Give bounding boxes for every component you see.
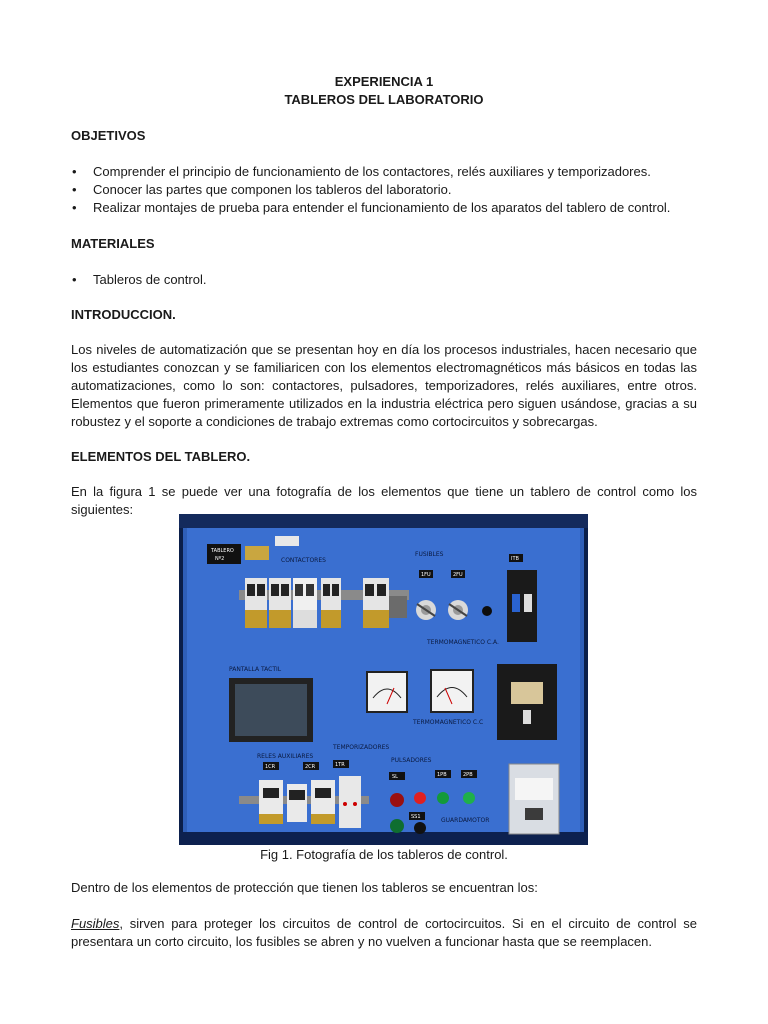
objetivo-item: • Realizar montajes de prueba para entender el funcionamiento de los aparatos del tablero de control. bbox=[71, 199, 697, 217]
pantalla-label: PANTALLA TACTIL bbox=[229, 666, 282, 673]
motor-guard bbox=[509, 764, 559, 834]
relay-unit bbox=[259, 780, 283, 824]
pilot-light-red bbox=[390, 793, 404, 807]
tag-2pb: 2PB bbox=[463, 772, 473, 778]
ammeter bbox=[431, 670, 473, 712]
figure-caption: Fig 1. Fotografía de los tableros de control. bbox=[260, 847, 508, 862]
document-page bbox=[71, 73, 697, 519]
timer-unit bbox=[339, 776, 361, 828]
heading-materiales: MATERIALES bbox=[71, 236, 155, 251]
tag-itb: ITB bbox=[511, 556, 519, 562]
tag-1pb: 1PB bbox=[437, 772, 447, 778]
voltmeter bbox=[367, 672, 407, 712]
material-item: • Tableros de control. bbox=[71, 271, 697, 289]
tag-1fu: 1FU bbox=[421, 572, 431, 578]
fuse-holder bbox=[448, 600, 468, 620]
materiales-list bbox=[71, 271, 697, 289]
title-line-2: TABLEROS DEL LABORATORIO bbox=[284, 92, 484, 107]
fusibles-paragraph bbox=[71, 915, 697, 951]
pulsadores-label: PULSADORES bbox=[391, 757, 432, 764]
temporizadores-label: TEMPORIZADORES bbox=[333, 744, 390, 751]
pushbutton-red bbox=[414, 792, 426, 804]
control-board-photo bbox=[179, 514, 588, 845]
tablero-number: Nº2 bbox=[215, 556, 225, 562]
heading-elementos: ELEMENTOS DEL TABLERO. bbox=[71, 449, 251, 464]
tag-2cr: 2CR bbox=[305, 764, 316, 770]
objetivo-item: • Conocer las partes que componen los tableros del laboratorio. bbox=[71, 181, 697, 199]
termomagnetico-cc-label: TERMOMAGNETICO C.C bbox=[413, 719, 484, 726]
relay-unit bbox=[311, 780, 335, 824]
termomagnetico-ca-label: TERMOMAGNETICO C.A. bbox=[427, 639, 499, 646]
elementos-paragraph: En la figura 1 se puede ver una fotografía de los elementos que tiene un tablero de control como los siguientes: bbox=[71, 484, 697, 517]
heading-objetivos: OBJETIVOS bbox=[71, 128, 146, 143]
objetivos-list bbox=[71, 163, 697, 217]
tag-sl: SL bbox=[392, 774, 398, 780]
contactores-label: CONTACTORES bbox=[281, 557, 326, 564]
fusibles-term: Fusibles bbox=[71, 916, 120, 931]
pushbutton-green bbox=[463, 792, 475, 804]
fusibles-label: FUSIBLES bbox=[415, 551, 444, 558]
breaker-ca bbox=[507, 570, 537, 642]
pushbutton-green bbox=[437, 792, 449, 804]
contactor-unit bbox=[321, 578, 341, 628]
fuse-holder bbox=[416, 600, 436, 620]
breaker-cc bbox=[497, 664, 557, 740]
heading-introduccion: INTRODUCCION. bbox=[71, 307, 176, 322]
guardamotor-label: GUARDAMOTOR bbox=[441, 817, 490, 824]
proteccion-intro: Dentro de los elementos de protección que tienen los tableros se encuentran los: bbox=[71, 880, 538, 895]
selector-switch bbox=[414, 822, 426, 834]
reles-label: RELES AUXILIARES bbox=[257, 753, 314, 760]
introduccion-paragraph: Los niveles de automatización que se presentan hoy en día los procesos industriales, hacen necesario que los estudiantes conozcan y se familiaricen con los elementos electromagnéticos más básicos en todas las automatizaciones, como lo son: contactores, pulsadores, temporizadores, relés auxiliares, entre otros. Elementos que fueron primeramente utilizados en la industria eléctrica pero siguen usándose, gracias a su robustez y el soporte a condiciones de trabajo extremas como cortocircuitos y sobrecargas. bbox=[71, 342, 697, 429]
tag-ss1: SS1 bbox=[411, 814, 421, 820]
tag-1cr: 1CR bbox=[265, 764, 276, 770]
tag-1tr: 1TR bbox=[335, 762, 345, 768]
contactor-unit bbox=[269, 578, 291, 628]
relay-unit bbox=[287, 784, 307, 822]
fusibles-text: , sirven para proteger los circuitos de control de cortocircuitos. Si en el circuito de control se presentara un corto circuito, los fusibles se abren y no vuelven a funcionar hasta que se reemplacen. bbox=[71, 916, 697, 949]
tag-2fu: 2FU bbox=[453, 572, 463, 578]
contactor-unit bbox=[293, 578, 317, 628]
proteccion-section bbox=[71, 879, 697, 951]
title-line-1: EXPERIENCIA 1 bbox=[334, 74, 434, 89]
touch-screen bbox=[229, 678, 313, 742]
contactor-unit bbox=[245, 578, 267, 628]
tablero-label: TABLERO bbox=[211, 548, 234, 554]
objetivo-item: • Comprender el principio de funcionamiento de los contactores, relés auxiliares y temporizadores. bbox=[71, 163, 697, 181]
pilot-light-green bbox=[390, 819, 404, 833]
contactor-unit bbox=[363, 578, 389, 628]
